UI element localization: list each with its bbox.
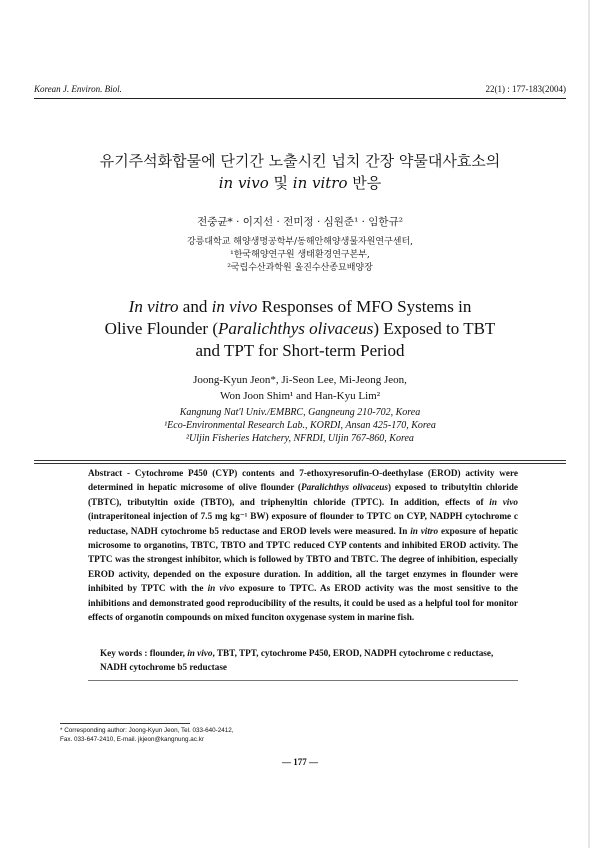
english-title-line1: In vitro and in vivo Responses of MFO Systems in [128,297,472,316]
corresponding-author-footnote [60,726,540,744]
footnote-line1: * Corresponding author: Joong-Kyun Jeon, Tel. 033-640-2412, [60,727,234,734]
english-authors-line2: Won Joon Shim¹ and Han-Kyu Lim² [219,390,380,402]
running-header [34,84,566,94]
korean-affiliation-3: ²국립수산과학원 울진수산종묘배양장 [227,263,373,273]
keywords: Key words : flounder, in vivo, TBT, TPT, cytochrome P450, EROD, NADPH cytochrome c reductase, NADH cytochrome b5 reductase [100,648,494,672]
english-title-line2: Olive Flounder (Paralichthys olivaceus) Exposed to TBT [104,319,496,338]
journal-name: Korean J. Environ. Biol. [34,84,122,94]
korean-affiliations [40,236,560,275]
header-rule [34,98,566,99]
english-authors-line1: Joong-Kyun Jeon*, Ji-Seon Lee, Mi-Jeong Jeon, [193,374,407,386]
english-title [40,296,560,362]
page-number: — 177 — [282,757,318,767]
english-affiliations [40,406,560,445]
korean-title-line2: in vivo 및 in vitro 반응 [218,174,382,192]
korean-affiliation-2: ¹한국해양연구원 생태환경연구본부, [230,250,370,260]
korean-authors: 전중균* · 이지선 · 전미정 · 심원준¹ · 임한규² [197,216,403,228]
abstract: Abstract - Cytochrome P450 (CYP) contents and 7-ethoxyresorufin-O-deethylase (EROD) activity were determined in hepatic microsome of olive flounder (Paralichthys olivaceus) exposed to tributyltin chloride (TBTC), tributyltin oxide (TBTO), and triphenyltin chloride (TPTC). In addition, effects of in vivo (intraperitoneal injection of 7.5 mg kg⁻¹ BW) exposure of flounder to TPTC on CYP, NADPH cytochrome c reductase, NADH cytochrome b5 reductase and EROD levels were measured. In in vitro exposure of hepatic microsome to organotins, TBTC, TBTO and TPTC reduced CYP contents and inhibited EROD activity. The TPTC was the strongest inhibitor, which is followed by TBTO and TBTC. The degree of inhibition, especially EROD activity, depended on the exposure duration. In addition, all the target enzymes in flounder were inhibited by TPTC with the in vivo exposure to TPTC. As EROD activity was the most sensitive to the inhibitions and demonstrated good reproducibility of the results, it could be used as a helpful tool for monitor effects of organotin compounds on mixed funciton oxygenase system in marine fish. [88,468,519,623]
footnote-rule [60,723,190,724]
korean-title [40,150,560,194]
footnote-line2: Fax. 033-647-2410, E-mail. jkjeon@kangnung.ac.kr [60,736,204,743]
english-affiliation-2: ¹Eco-Environmental Research Lab., KORDI, Ansan 425-170, Korea [164,420,436,431]
english-title-line3: and TPT for Short-term Period [195,341,405,360]
english-affiliation-1: Kangnung Nat'l Univ./EMBRC, Gangneung 210-702, Korea [179,407,421,418]
abstract-top-rule [34,460,566,461]
journal-citation: 22(1) : 177-183(2004) [485,84,566,94]
abstract-top-rule-2 [34,463,566,464]
english-affiliation-3: ²Uljin Fisheries Hatchery, NFRDI, Uljin 767-860, Korea [186,433,414,444]
scan-edge [588,0,590,848]
keywords-label: Key words : [100,648,150,658]
english-authors [40,372,560,404]
korean-affiliation-1: 강릉대학교 해양생명공학부/동해안해양생물자원연구센터, [186,237,414,247]
korean-title-line1: 유기주석화합물에 단기간 노출시킨 넙치 간장 약물대사효소의 [99,152,501,170]
abstract-bottom-rule [88,680,518,681]
